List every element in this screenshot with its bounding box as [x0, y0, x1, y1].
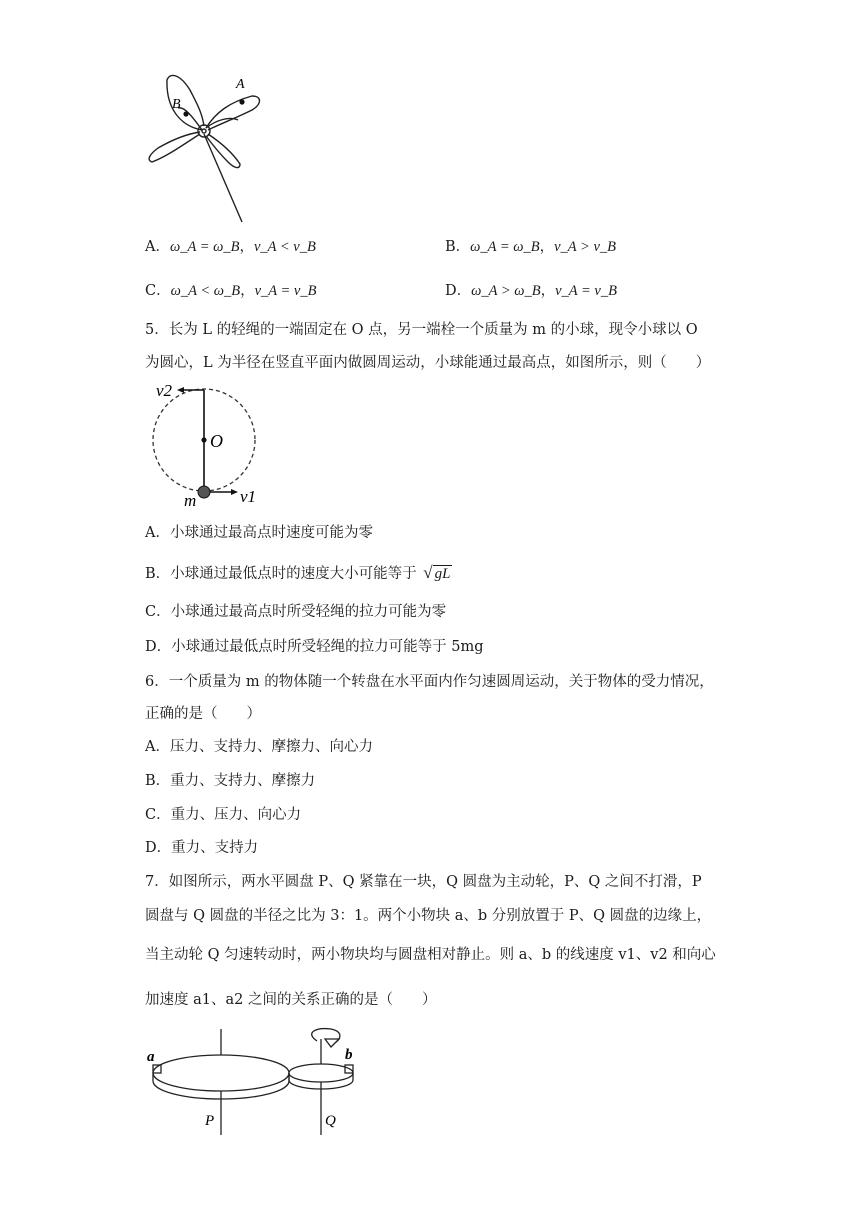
q6-stem-line2: 正确的是（ ）	[145, 706, 261, 722]
q6-stem-line1: 6．一个质量为 m 的物体随一个转盘在水平面内作匀速圆周运动，关于物体的受力情况，	[145, 674, 714, 690]
q6-option-b: B．重力、支持力、摩擦力	[145, 773, 316, 789]
q5-stem-line1: 5．长为 L 的轻绳的一端固定在 O 点，另一端栓一个质量为 m 的小球，现令小球以 O	[145, 322, 698, 338]
q6-option-c: C．重力、压力、向心力	[145, 807, 302, 823]
q7-stem-line2: 圆盘与 Q 圆盘的半径之比为 3：1。两个小物块 a、b 分别放置于 P、Q 圆盘的边缘上，	[145, 908, 712, 924]
two-discs-figure	[145, 1025, 375, 1137]
q6-option-a: A．压力、支持力、摩擦力、向心力	[145, 739, 373, 755]
pinwheel-figure	[140, 68, 280, 228]
q4-option-b: B．ω_A = ω_B，v_A > v_B	[445, 239, 616, 255]
m-label: m	[184, 491, 197, 508]
q5-option-c: C．小球通过最高点时所受轻绳的拉力可能为零	[145, 604, 447, 620]
v1-label: v1	[240, 487, 257, 506]
center-o-dot	[201, 437, 206, 442]
v2-label: v2	[156, 381, 173, 400]
circular-motion-figure	[150, 380, 270, 508]
point-a-label: A	[236, 77, 245, 92]
q7-stem-line4: 加速度 a1、a2 之间的关系正确的是（ ）	[145, 992, 437, 1008]
q4-option-d: D．ω_A > ω_B，v_A = v_B	[445, 283, 617, 299]
q7-stem-line1: 7．如图所示，两水平圆盘 P、Q 紧靠在一块，Q 圆盘为主动轮，P、Q 之间不打滑，P	[145, 874, 702, 890]
q5-option-a: A．小球通过最高点时速度可能为零	[145, 525, 373, 541]
point-a-dot	[239, 99, 244, 104]
q7-stem-line3: 当主动轮 Q 匀速转动时，两小物块均与圆盘相对静止。则 a、b 的线速度 v1、v2 和向心	[145, 947, 716, 963]
disc-p-label: P	[205, 1113, 215, 1129]
o-label: O	[210, 431, 223, 451]
q6-option-d: D．重力、支持力	[145, 840, 259, 856]
ball	[198, 486, 210, 498]
q4-option-c: C．ω_A < ω_B，v_A = v_B	[145, 283, 317, 299]
point-b-dot	[183, 111, 188, 116]
point-b-label: B	[172, 97, 181, 112]
q5-option-b: B．小球通过最低点时的速度大小可能等于 √ gL	[145, 563, 451, 582]
disc-q-label: Q	[325, 1113, 336, 1129]
q5-option-d: D．小球通过最低点时所受轻绳的拉力可能等于 5mg	[145, 639, 484, 655]
block-a-label: a	[147, 1049, 155, 1065]
q5-stem-line2: 为圆心，L 为半径在竖直平面内做圆周运动，小球能通过最高点，如图所示，则（ ）	[145, 355, 711, 371]
block-b-label: b	[345, 1047, 353, 1063]
q4-option-a: A．ω_A = ω_B，v_A < v_B	[145, 239, 316, 255]
